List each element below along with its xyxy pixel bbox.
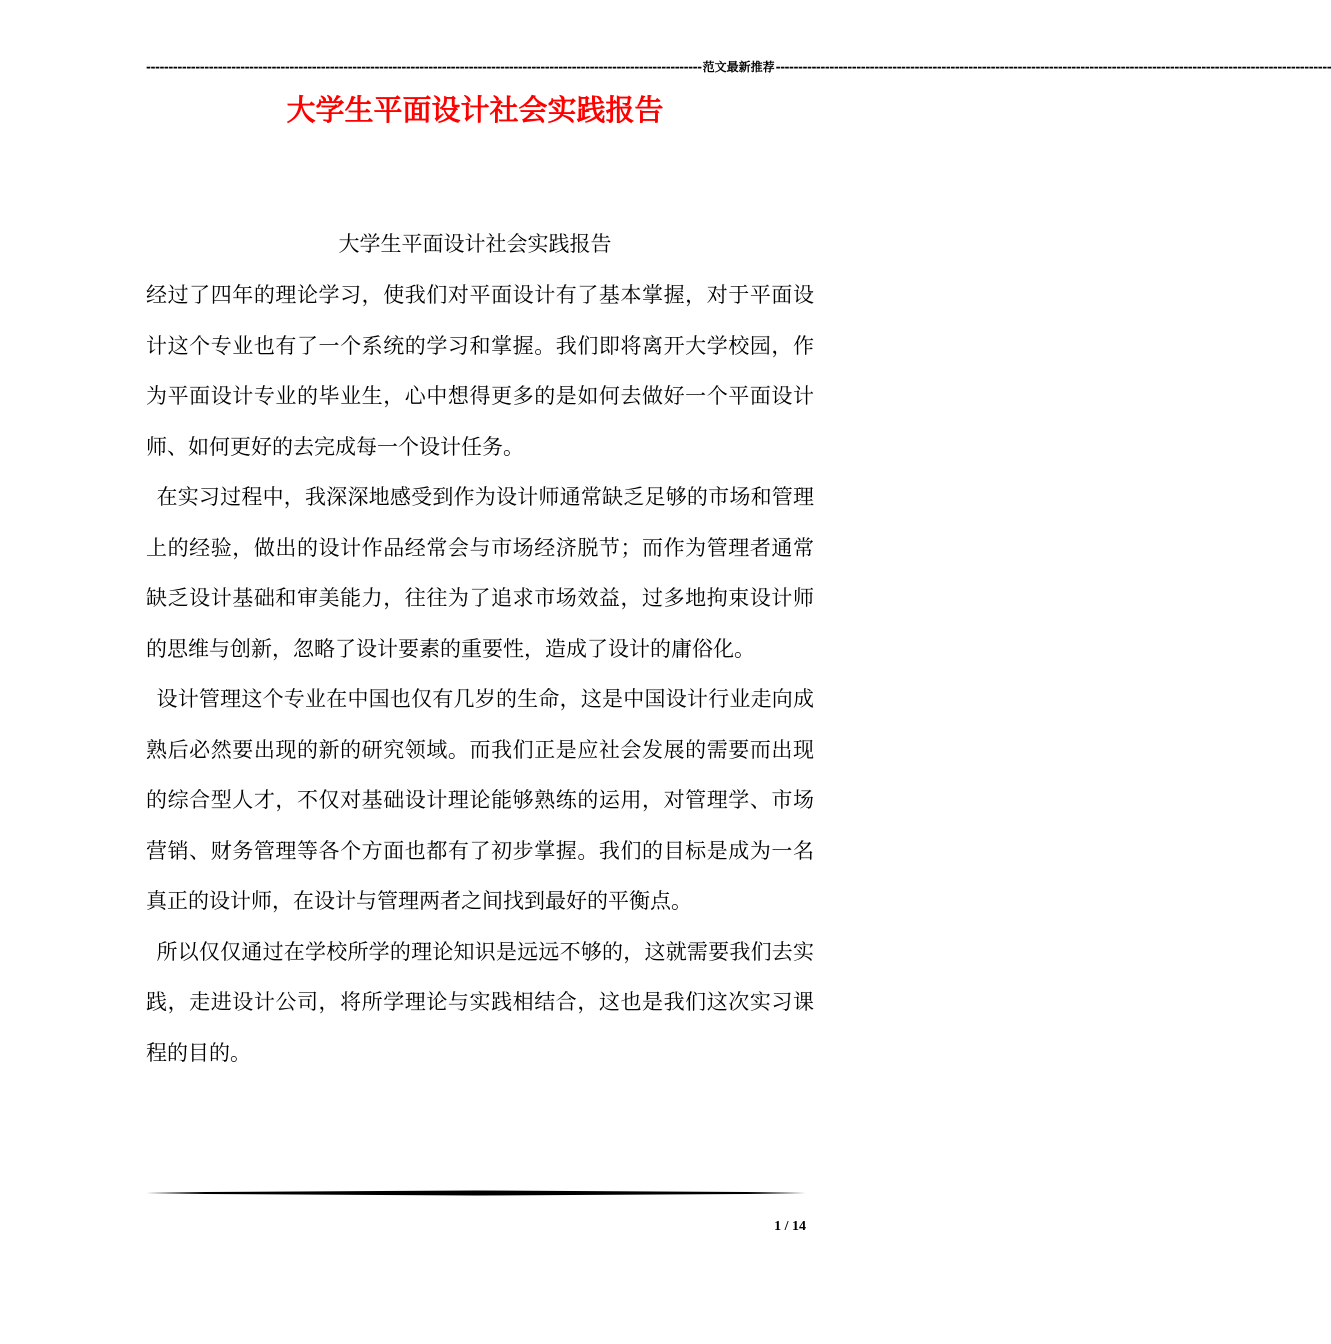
header-dashes-left: ---------------------------------------------------------------------------------------------------------------------------- <box>146 60 702 74</box>
red-title: 大学生平面设计社会实践报告 <box>286 93 664 127</box>
header-label: 范文最新推荐 <box>702 60 775 74</box>
document-title: 大学生平面设计社会实践报告 <box>338 232 612 256</box>
header-dashes-right: ---------------------------------------------------------------------------------------------------------------------------- <box>775 60 1331 74</box>
paragraph: 在实习过程中，我深深地感受到作为设计师通常缺乏足够的市场和管理上的经验，做出的设计作品经常会与市场经济脱节；而作为管理者通常缺乏设计基础和审美能力，往往为了追求市场效益，过多地拘束设计师的思维与创新，忽略了设计要素的重要性，造成了设计的庸俗化。 <box>146 485 814 661</box>
paragraph: 设计管理这个专业在中国也仅有几岁的生命，这是中国设计行业走向成熟后必然要出现的新的研究领域。而我们正是应社会发展的需要而出现的综合型人才，不仅对基础设计理论能够熟练的运用，对管理学、市场营销、财务管理等各个方面也都有了初步掌握。我们的目标是成为一名真正的设计师，在设计与管理两者之间找到最好的平衡点。 <box>146 687 814 913</box>
document-body <box>146 270 814 1078</box>
paragraph: 经过了四年的理论学习，使我们对平面设计有了基本掌握，对于平面设计这个专业也有了一个系统的学习和掌握。我们即将离开大学校园，作为平面设计专业的毕业生，心中想得更多的是如何去做好一个平面设计师、如何更好的去完成每一个设计任务。 <box>146 283 814 459</box>
page-header <box>146 58 1331 76</box>
page-number: 1 / 14 <box>774 1219 806 1234</box>
footer-rule <box>146 1190 806 1196</box>
paragraph: 所以仅仅通过在学校所学的理论知识是远远不够的，这就需要我们去实践，走进设计公司，将所学理论与实践相结合，这也是我们这次实习课程的目的。 <box>146 939 814 1065</box>
